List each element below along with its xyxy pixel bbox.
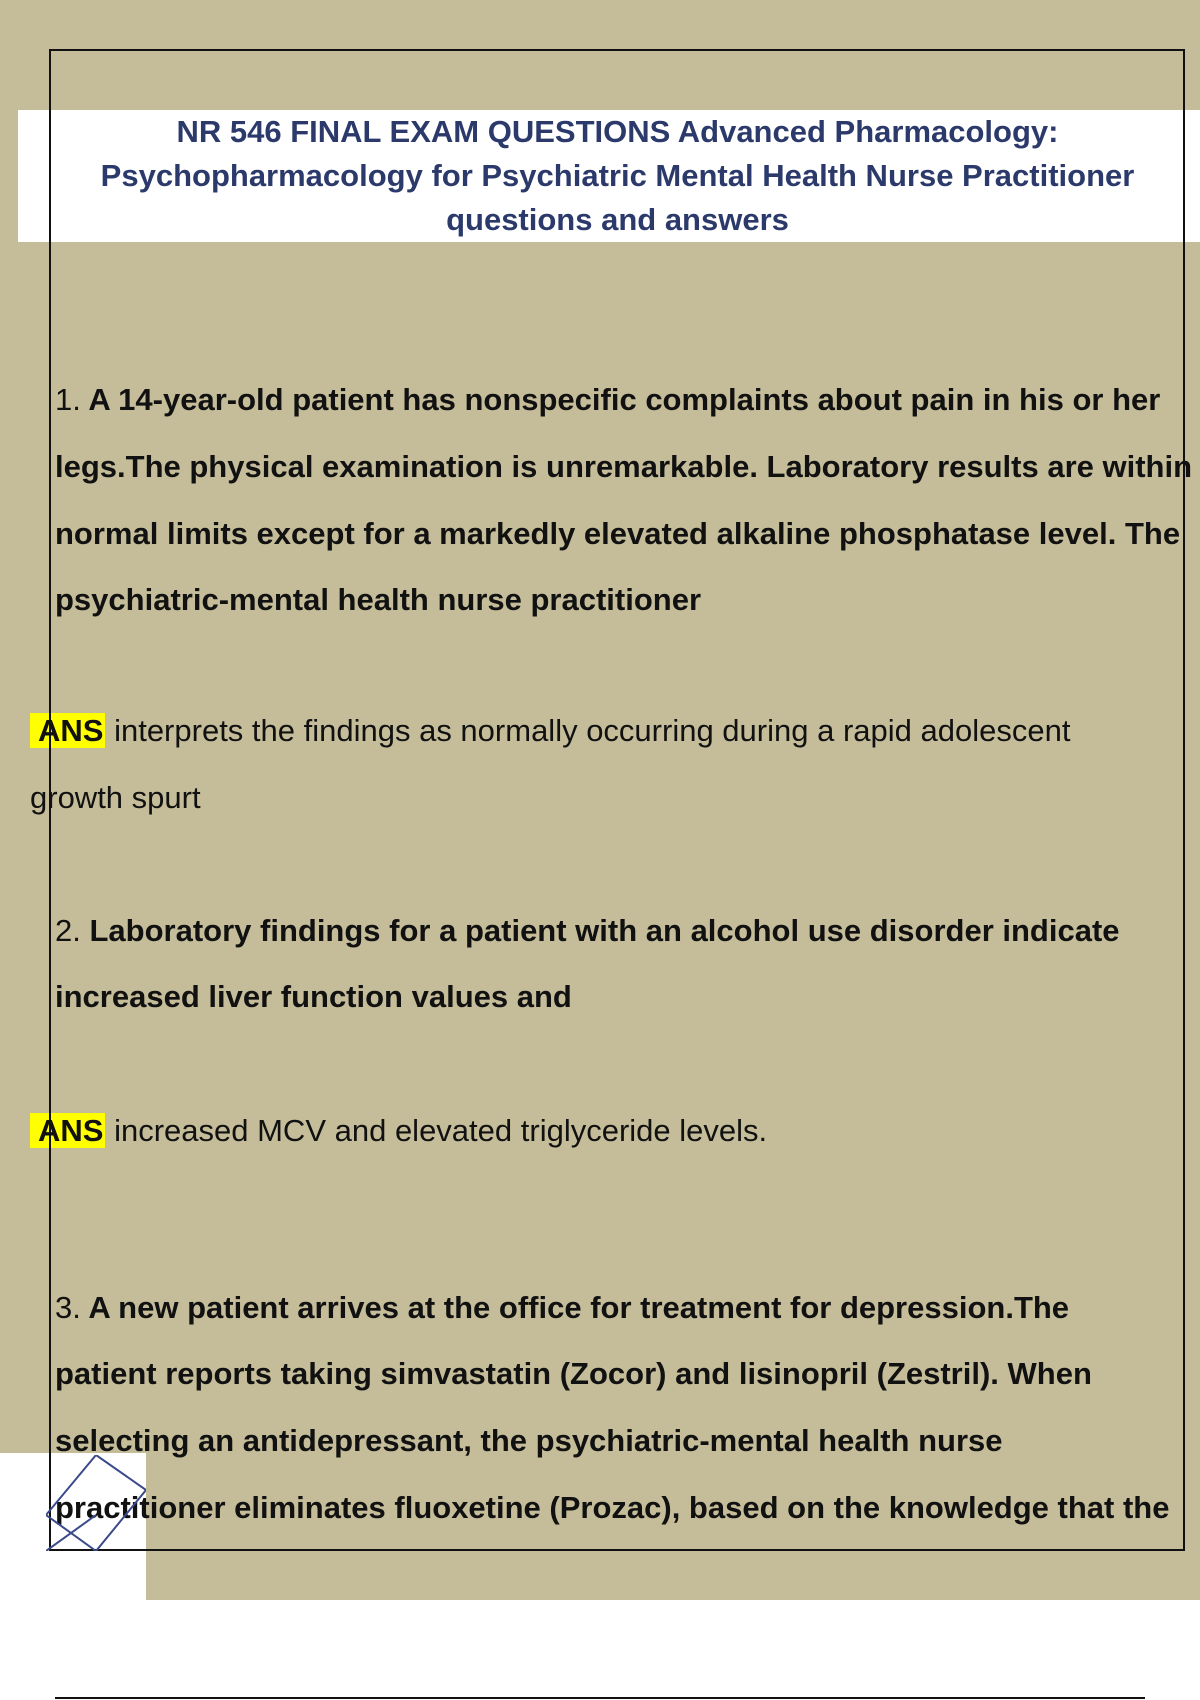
- ans-label: ANS: [30, 713, 105, 748]
- question-3-line: selecting an antidepressant, the psychiatric-mental health nurse: [55, 1423, 1003, 1458]
- question-1-line: normal limits except for a markedly elevated alkaline phosphatase level. The: [55, 516, 1181, 551]
- answer-1-line: growth spurt: [30, 780, 201, 815]
- title-line: NR 546 FINAL EXAM QUESTIONS Advanced Pharmacology:: [176, 114, 1059, 149]
- question-1-line: legs.The physical examination is unremarkable. Laboratory results are within: [55, 449, 1193, 484]
- question-number: 3.: [55, 1290, 81, 1325]
- question-2-line: increased liver function values and: [55, 979, 572, 1014]
- question-text: A 14-year-old patient has nonspecific complaints about pain in his or her: [88, 382, 1161, 417]
- question-number: 1.: [55, 382, 81, 417]
- question-3-line: patient reports taking simvastatin (Zocor) and lisinopril (Zestril). When: [55, 1356, 1092, 1391]
- question-3-line: practitioner eliminates fluoxetine (Prozac), based on the knowledge that the: [55, 1490, 1170, 1525]
- question-text: A new patient arrives at the office for treatment for depression.The: [88, 1290, 1070, 1325]
- bottom-rule: [55, 1697, 1145, 1699]
- answer-text: interprets the findings as normally occurring during a rapid adolescent: [114, 713, 1071, 748]
- question-text: Laboratory findings for a patient with an alcohol use disorder indicate: [89, 913, 1120, 948]
- answer-text: increased MCV and elevated triglyceride levels.: [114, 1113, 768, 1148]
- title-line: questions and answers: [446, 202, 789, 237]
- question-number: 2.: [55, 913, 81, 948]
- title-line: Psychopharmacology for Psychiatric Mental Health Nurse Practitioner: [100, 158, 1135, 193]
- ans-label: ANS: [30, 1113, 105, 1148]
- page-border: [49, 49, 1185, 1551]
- watermark-icon: [46, 1455, 146, 1551]
- question-1-line: psychiatric-mental health nurse practitioner: [55, 582, 702, 617]
